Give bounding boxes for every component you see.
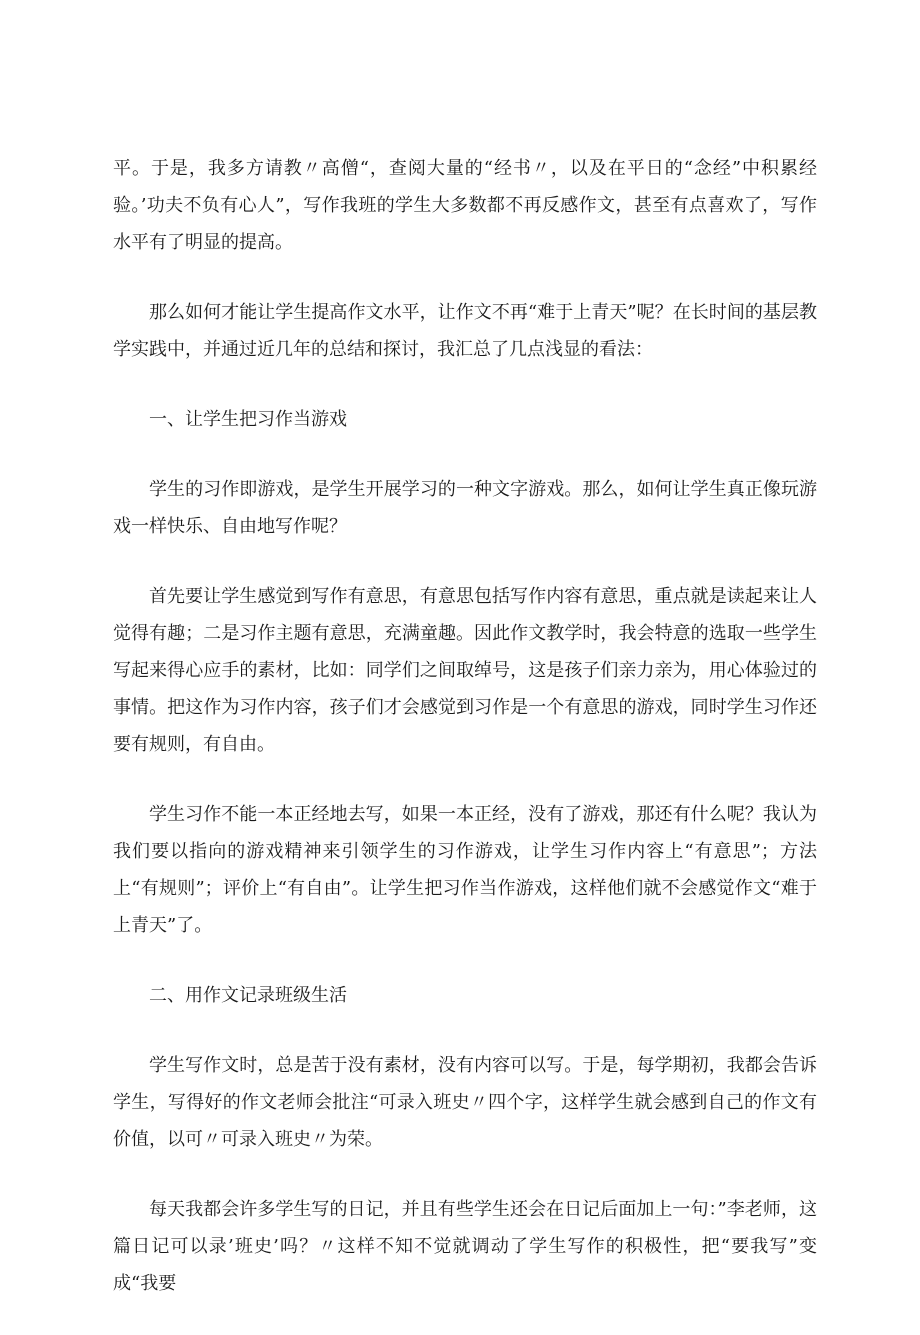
paragraph-game-writing: 学生的习作即游戏，是学生开展学习的一种文字游戏。那么，如何让学生真正像玩游戏一样快乐、自由地写作呢？ [113,479,817,537]
paragraph-diary: 每天我都会许多学生写的日记，并且有些学生还会在日记后面加上一句：”李老师，这篇日记可以录’班史’吗？〃这样不知不觉就调动了学生写作的积极性，把“要我写”变成“我要 [113,1199,817,1294]
document-body [113,150,817,1335]
paragraph-interesting-writing: 首先要让学生感觉到写作有意思，有意思包括写作内容有意思，重点就是读起来让人觉得有趣；二是习作主题有意思，充满童趣。因此作文教学时，我会特意的选取一些学生写起来得心应手的素材，比如：同学们之间取绰号，这是孩子们亲力亲为，用心体验过的事情。把这作为习作内容，孩子们才会感觉到习作是一个有意思的游戏，同时学生习作还要有规则，有自由。 [113,586,817,755]
paragraph-continuation: 平。于是，我多方请教〃高僧“，查阅大量的“经书〃，以及在平日的“念经”中积累经验。’功夫不负有心人”，写作我班的学生大多数都不再反感作文，甚至有点喜欢了，写作水平有了明显的提高。 [113,158,817,253]
section-heading-2: 二、用作文记录班级生活 [149,985,347,1006]
paragraph-intro-question: 那么如何才能让学生提高作文水平，让作文不再“难于上青天”呢？在长时间的基层教学实践中，并通过近几年的总结和探讨，我汇总了几点浅显的看法： [113,302,817,360]
paragraph-class-history: 学生写作文时，总是苦于没有素材，没有内容可以写。于是，每学期初，我都会告诉学生，写得好的作文老师会批注“可录入班史〃四个字，这样学生就会感到自己的作文有价值，以可〃可录入班史〃为荣。 [113,1055,817,1150]
section-heading-1: 一、让学生把习作当游戏 [149,409,347,430]
paragraph-game-spirit: 学生习作不能一本正经地去写，如果一本正经，没有了游戏，那还有什么呢？我认为我们要以指向的游戏精神来引领学生的习作游戏，让学生习作内容上“有意思”；方法上“有规则”；评价上“有自由”。让学生把习作当作游戏，这样他们就不会感觉作文“难于上青天”了。 [113,804,817,936]
